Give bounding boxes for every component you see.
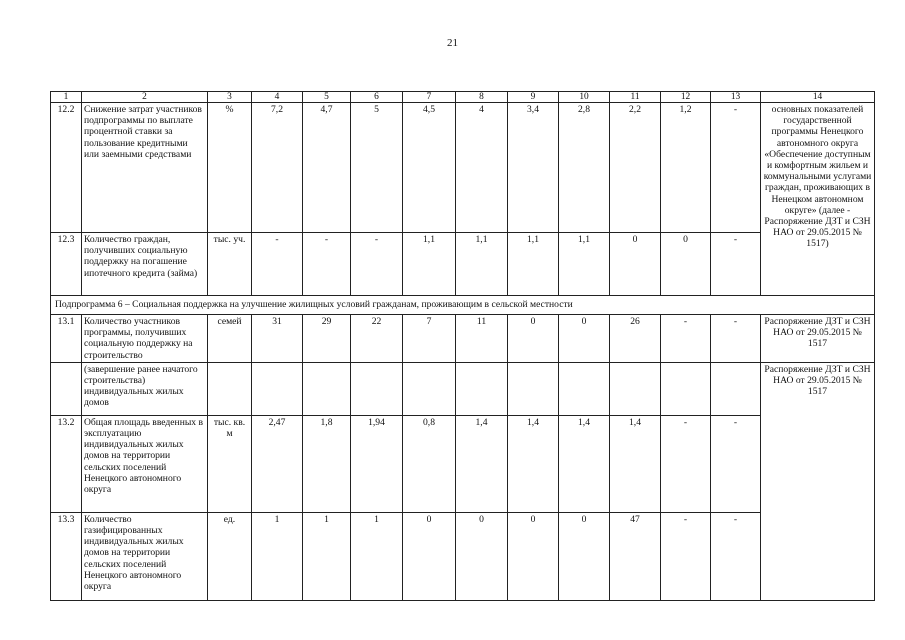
table-row	[51, 362, 875, 415]
header-cell: 6	[351, 92, 403, 103]
value-cell: -	[303, 233, 351, 296]
header-cell: 5	[303, 92, 351, 103]
value-cell	[711, 362, 761, 415]
header-cell: 4	[252, 92, 303, 103]
value-cell	[508, 362, 559, 415]
table-row	[51, 512, 875, 600]
subprogram-row	[51, 296, 875, 315]
value-cell: 0	[559, 512, 610, 600]
value-cell: 1,4	[456, 415, 508, 512]
indicator-name: Количество участников программы, получивших социальную поддержку на строительство	[82, 315, 208, 363]
value-cell: -	[711, 415, 761, 512]
value-cell: 22	[351, 315, 403, 363]
unit: тыс. уч.	[208, 233, 252, 296]
value-cell: 5	[351, 103, 403, 233]
row-number	[51, 362, 82, 415]
value-cell: 31	[252, 315, 303, 363]
value-cell	[661, 362, 711, 415]
header-cell: 10	[559, 92, 610, 103]
value-cell: 1,4	[610, 415, 661, 512]
value-cell	[559, 362, 610, 415]
value-cell	[456, 362, 508, 415]
value-cell	[252, 362, 303, 415]
header-cell: 13	[711, 92, 761, 103]
header-cell: 7	[403, 92, 456, 103]
indicator-name: Общая площадь введенных в эксплуатацию индивидуальных жилых домов на территории сельских поселений Ненецкого автономного округа	[82, 415, 208, 512]
header-row	[51, 92, 875, 103]
indicator-name: Количество газифицированных индивидуальных жилых домов на территории сельских поселений Ненецкого автономного округа	[82, 512, 208, 600]
value-cell: 2,47	[252, 415, 303, 512]
value-cell: 7,2	[252, 103, 303, 233]
value-cell	[403, 362, 456, 415]
row-number: 13.2	[51, 415, 82, 512]
value-cell: 47	[610, 512, 661, 600]
value-cell: 0	[508, 315, 559, 363]
source-cell: основных показателей государственной программы Ненецкого автономного округа «Обеспечение доступным и комфортным жильем и коммунальными услугами граждан, проживающих в Ненецком автономном округе» (далее - Распоряжение ДЗТ и СЗН НАО от 29.05.2015 № 1517)	[761, 103, 875, 296]
header-cell: 1	[51, 92, 82, 103]
value-cell: -	[711, 512, 761, 600]
indicators-table	[50, 91, 875, 601]
subprogram-title: Подпрограмма 6 – Социальная поддержка на улучшение жилищных условий гражданам, проживающим в сельской местности	[51, 296, 875, 315]
value-cell: 0	[456, 512, 508, 600]
value-cell: 1,4	[559, 415, 610, 512]
row-number: 13.3	[51, 512, 82, 600]
header-cell: 11	[610, 92, 661, 103]
header-cell: 12	[661, 92, 711, 103]
value-cell: 0	[661, 233, 711, 296]
value-cell: 0	[403, 512, 456, 600]
header-cell: 2	[82, 92, 208, 103]
value-cell: 26	[610, 315, 661, 363]
page-number: 21	[447, 37, 458, 49]
value-cell: 1,94	[351, 415, 403, 512]
value-cell: -	[711, 233, 761, 296]
table-row	[51, 103, 875, 233]
value-cell	[351, 362, 403, 415]
value-cell: -	[661, 415, 711, 512]
unit: семей	[208, 315, 252, 363]
value-cell: 1	[252, 512, 303, 600]
value-cell: 0	[508, 512, 559, 600]
value-cell: 2,2	[610, 103, 661, 233]
value-cell: 29	[303, 315, 351, 363]
indicator-name: (завершение ранее начатого строительства) индивидуальных жилых домов	[82, 362, 208, 415]
value-cell: 4,7	[303, 103, 351, 233]
header-cell: 8	[456, 92, 508, 103]
value-cell: 1	[303, 512, 351, 600]
value-cell	[610, 362, 661, 415]
value-cell: 4	[456, 103, 508, 233]
row-number: 12.3	[51, 233, 82, 296]
header-cell: 3	[208, 92, 252, 103]
table-row	[51, 315, 875, 363]
value-cell: 1,1	[456, 233, 508, 296]
unit: ед.	[208, 512, 252, 600]
value-cell: -	[252, 233, 303, 296]
value-cell: -	[711, 315, 761, 363]
value-cell: 1,1	[508, 233, 559, 296]
value-cell: 4,5	[403, 103, 456, 233]
value-cell: 0	[559, 315, 610, 363]
row-number: 12.2	[51, 103, 82, 233]
unit: %	[208, 103, 252, 233]
value-cell: 3,4	[508, 103, 559, 233]
header-cell: 14	[761, 92, 875, 103]
table-row	[51, 233, 875, 296]
value-cell	[303, 362, 351, 415]
value-cell: -	[711, 103, 761, 233]
value-cell: -	[351, 233, 403, 296]
unit	[208, 362, 252, 415]
value-cell: 2,8	[559, 103, 610, 233]
value-cell: 1,4	[508, 415, 559, 512]
source-cell: Распоряжение ДЗТ и СЗН НАО от 29.05.2015 № 1517	[761, 362, 875, 600]
value-cell: -	[661, 315, 711, 363]
source-cell: Распоряжение ДЗТ и СЗН НАО от 29.05.2015 № 1517	[761, 315, 875, 363]
value-cell: 1,1	[559, 233, 610, 296]
value-cell: 1	[351, 512, 403, 600]
value-cell: 1,1	[403, 233, 456, 296]
indicator-name: Количество граждан, получивших социальную поддержку на погашение ипотечного кредита (займа)	[82, 233, 208, 296]
header-cell: 9	[508, 92, 559, 103]
value-cell: 11	[456, 315, 508, 363]
indicator-name: Снижение затрат участников подпрограммы по выплате процентной ставки за пользование кредитными или заемными средствами	[82, 103, 208, 233]
row-number: 13.1	[51, 315, 82, 363]
value-cell: 7	[403, 315, 456, 363]
value-cell: 1,2	[661, 103, 711, 233]
value-cell: -	[661, 512, 711, 600]
value-cell: 0,8	[403, 415, 456, 512]
value-cell: 1,8	[303, 415, 351, 512]
value-cell: 0	[610, 233, 661, 296]
table-row	[51, 415, 875, 512]
unit: тыс. кв. м	[208, 415, 252, 512]
